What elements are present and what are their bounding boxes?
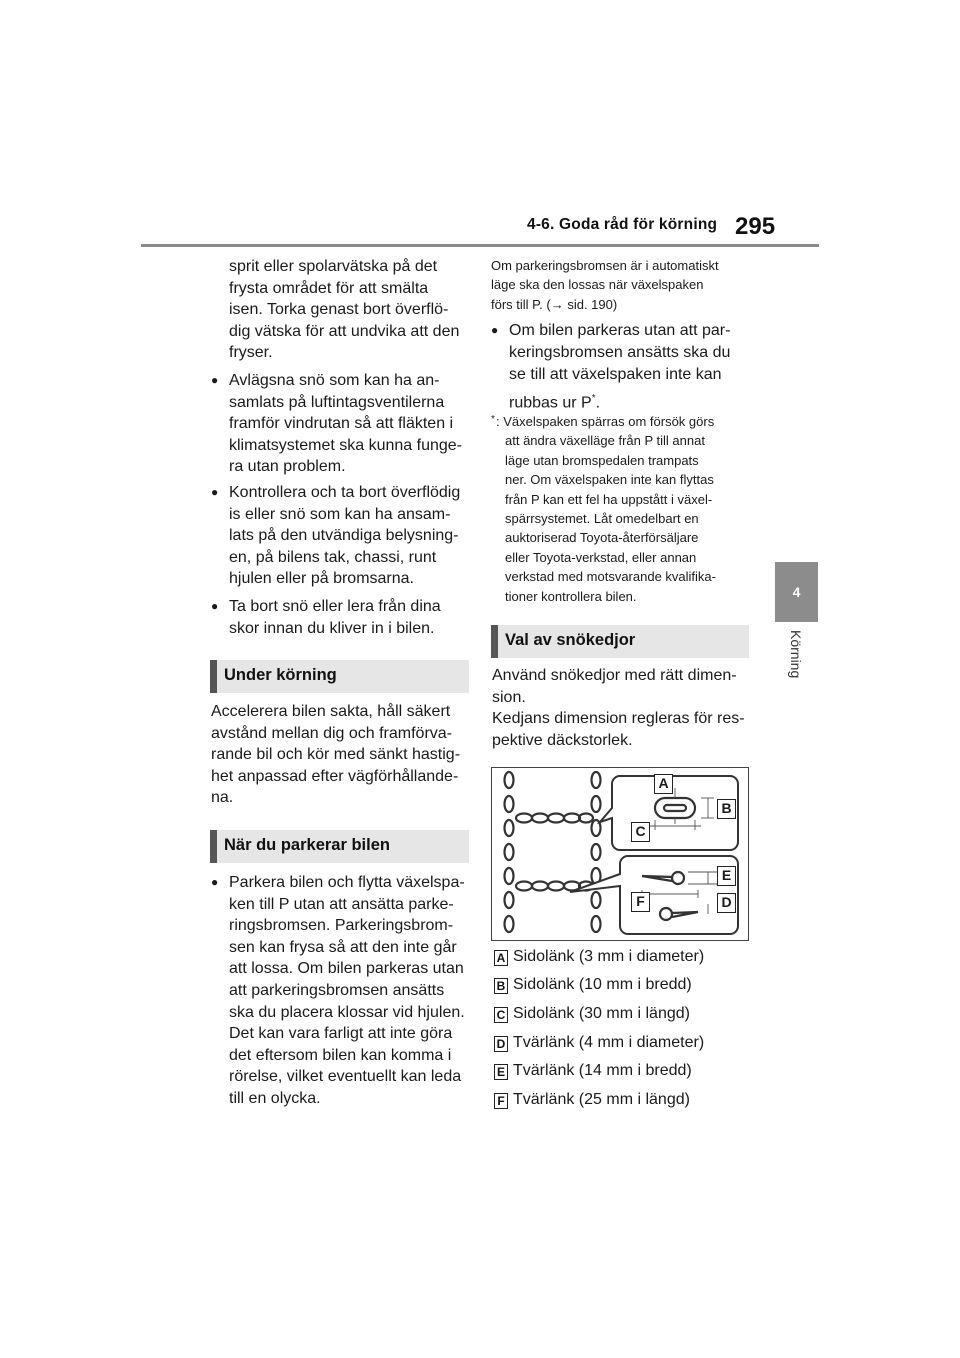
legend-text: Tvärlänk (14 mm i bredd)	[513, 1062, 692, 1079]
text-line: avstånd mellan dig och framförva-	[211, 724, 452, 742]
text-line: isen. Torka genast bort överflö-	[229, 301, 449, 319]
text-line: verkstad med motsvarande kvalifika-	[505, 569, 716, 585]
text-line: ringsbromsen. Parkeringsbrom-	[229, 917, 454, 935]
text-span: rubbas ur P	[509, 394, 592, 412]
text-line: läge ska den lossas när växelspaken	[491, 277, 704, 293]
text-line: hjulen eller på bromsarna.	[229, 570, 414, 588]
text-line: att lossa. Om bilen parkeras utan	[229, 960, 464, 978]
text-line: fryser.	[229, 344, 273, 362]
text-line: ● Om bilen parkeras utan att par-	[509, 322, 731, 339]
section-header-driving	[210, 660, 469, 693]
text-span: .	[595, 394, 601, 412]
bullet-item	[211, 482, 460, 590]
chapter-label: Körning	[788, 630, 804, 679]
text-line: ska du placera klossar vid hjulen.	[229, 1003, 465, 1021]
text-line: förs till P. (→ sid. 190)	[491, 296, 618, 312]
parking-brake-note	[491, 256, 719, 314]
text-line: att parkeringsbromsen ansätts	[229, 981, 445, 999]
text-line: sion.	[492, 688, 526, 706]
chapter-tab[interactable]	[775, 562, 818, 622]
legend-text: Tvärlänk (4 mm i diameter)	[513, 1034, 705, 1051]
legend-key: D	[494, 1036, 508, 1052]
text-line: en, på bilens tak, chassi, runt	[229, 548, 437, 566]
figure-label-f: F	[631, 892, 650, 912]
text-line: ● Avlägsna snö som kan ha an-	[229, 372, 440, 389]
text-line: ra utan problem.	[229, 458, 346, 476]
text-line: det eftersom bilen kan komma i	[229, 1046, 452, 1064]
text-line: ken till P utan att ansätta parke-	[229, 895, 454, 913]
legend-text: Sidolänk (3 mm i diameter)	[513, 948, 705, 965]
bullet-item	[211, 596, 441, 639]
text-line: sen kan frysa så att den inte går	[229, 938, 457, 956]
snow-chain-illustration	[492, 768, 748, 940]
legend-key: A	[494, 950, 508, 966]
text-line: rörelse, vilket eventuellt kan leda	[229, 1068, 462, 1086]
text-line: spärrsystemet. Låt omedelbart en	[505, 511, 699, 527]
legend-key: C	[494, 1007, 508, 1023]
legend-key: E	[494, 1064, 508, 1080]
text-line: ● Parkera bilen och flytta växelspa-	[229, 874, 465, 891]
legend-text: Sidolänk (30 mm i längd)	[513, 1005, 690, 1022]
section-heading: Val av snökedjor	[505, 631, 636, 649]
snow-chain-figure	[491, 767, 749, 941]
section-heading: När du parkerar bilen	[224, 836, 390, 854]
text-line: Det kan vara farligt att inte göra	[229, 1025, 453, 1043]
text-line: is eller snö som kan ha ansam-	[229, 505, 451, 523]
text-line: Accelerera bilen sakta, håll säkert	[211, 703, 451, 720]
footnote	[491, 412, 716, 606]
figure-label-c: C	[631, 822, 650, 842]
driving-paragraph	[211, 701, 460, 809]
footnote-marker: *	[591, 393, 596, 405]
legend-key: F	[494, 1093, 508, 1109]
text-line: Använd snökedjor med rätt dimen-	[492, 667, 737, 684]
text-line: från P kan ett fel ha uppstått i växel-	[505, 491, 713, 507]
bullet-item	[491, 320, 730, 415]
legend-key: B	[494, 978, 508, 994]
figure-label-e: E	[717, 866, 736, 886]
text-line: eller Toyota-verkstad, eller annan	[505, 549, 697, 565]
section-header-parking	[210, 830, 469, 863]
section-title: 4-6. Goda råd för körning	[527, 216, 718, 233]
chapter-label-box	[780, 630, 810, 690]
text-line: pektive däckstorlek.	[492, 731, 633, 749]
text-line: Kedjans dimension regleras för res-	[492, 710, 745, 728]
figure-label-a: A	[654, 774, 673, 794]
text-line: ● Kontrollera och ta bort överflödig	[229, 484, 461, 501]
text-line: skor innan du kliver in i bilen.	[229, 619, 435, 637]
text-line: ner. Om växelspaken inte kan flyttas	[505, 472, 714, 488]
continued-paragraph	[229, 256, 459, 364]
page-number: 295	[735, 213, 776, 240]
text-line: keringsbromsen ansätts ska du	[509, 343, 731, 361]
bullet-item	[211, 872, 465, 1110]
text-line: samlats på luftintagsventilerna	[229, 393, 445, 411]
text-line: het anpassad efter vägförhållande-	[211, 767, 459, 785]
footnote-marker: *	[491, 414, 495, 425]
bullet-item	[211, 370, 462, 478]
text-line: lats på den utvändiga belysning-	[229, 527, 459, 545]
legend-text: Tvärlänk (25 mm i längd)	[513, 1091, 690, 1108]
text-line: auktoriserad Toyota-återförsäljare	[505, 530, 699, 546]
text-line: : Växelspaken spärras om försök görs	[496, 414, 715, 429]
section-heading: Under körning	[224, 666, 337, 684]
text-line: dig vätska för att undvika att den	[229, 322, 460, 340]
text-line: tioner kontrollera bilen.	[505, 588, 637, 604]
text-line: till en olycka.	[229, 1089, 321, 1107]
text-line: klimatsystemet ska kunna funge-	[229, 436, 462, 454]
section-header-chains	[491, 625, 749, 658]
text-line: läge utan bromspedalen trampats	[505, 452, 699, 468]
text-line: framför vindrutan så att fläkten i	[229, 415, 454, 433]
text-line: se till att växelspaken inte kan	[509, 365, 722, 383]
text-line: Om parkeringsbromsen är i automatiskt	[491, 258, 719, 273]
text-line: sprit eller spolarvätska på det	[229, 258, 438, 275]
chains-paragraph	[492, 665, 745, 751]
text-line: att ändra växelläge från P till annat	[505, 433, 705, 449]
figure-label-d: D	[717, 893, 736, 913]
legend-text: Sidolänk (10 mm i bredd)	[513, 976, 692, 993]
text-line: frysta området för att smälta	[229, 279, 429, 297]
text-line: ● Ta bort snö eller lera från dina	[229, 598, 441, 615]
chapter-number: 4	[792, 584, 801, 600]
text-line: rande bil och kör med sänkt hastig-	[211, 746, 461, 764]
header-divider	[141, 244, 819, 247]
text-line: na.	[211, 789, 234, 807]
text-line	[509, 388, 730, 414]
figure-label-b: B	[717, 799, 736, 819]
